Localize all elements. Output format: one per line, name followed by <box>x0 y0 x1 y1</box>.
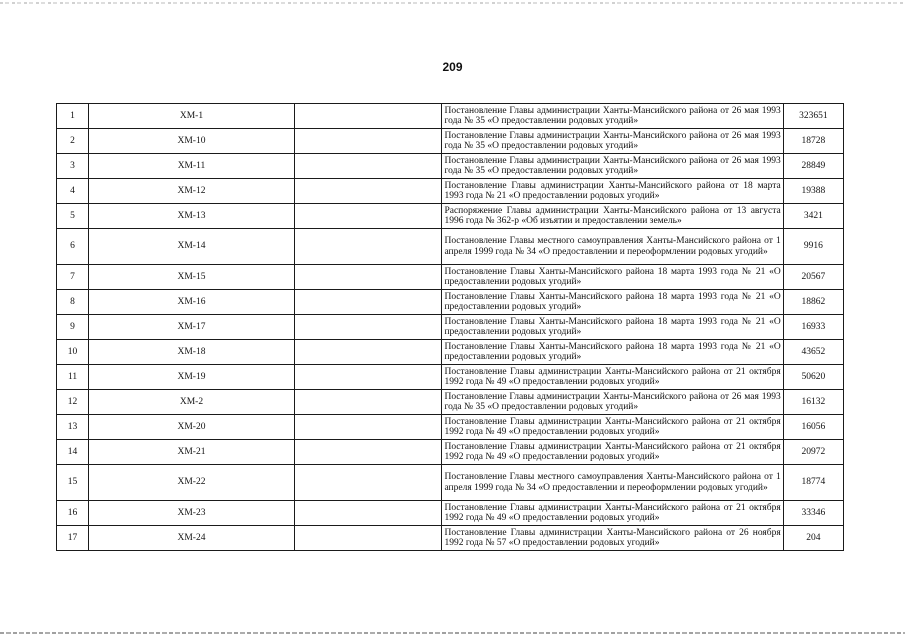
row-number-cell: 16 <box>57 501 89 526</box>
empty-cell <box>294 501 442 526</box>
territory-code-cell: ХМ-21 <box>89 440 295 465</box>
table-row <box>57 415 844 440</box>
land-registry-table <box>56 103 844 551</box>
territory-code-cell: ХМ-23 <box>89 501 295 526</box>
legal-document-cell: Постановление Главы Ханты-Мансийского района 18 марта 1993 года № 21 «О предоставлении родовых угодий» <box>442 340 783 365</box>
table-body <box>57 104 844 551</box>
row-number-cell: 1 <box>57 104 89 129</box>
table-row <box>57 265 844 290</box>
territory-code-cell: ХМ-10 <box>89 129 295 154</box>
row-number-cell: 5 <box>57 204 89 229</box>
table-row <box>57 290 844 315</box>
empty-cell <box>294 365 442 390</box>
row-number-cell: 14 <box>57 440 89 465</box>
table-row <box>57 340 844 365</box>
legal-document-cell: Постановление Главы администрации Ханты-Мансийского района от 26 мая 1993 года № 35 «О предоставлении родовых угодий» <box>442 104 783 129</box>
table-row <box>57 315 844 340</box>
table-row <box>57 465 844 501</box>
legal-document-cell: Постановление Главы администрации Ханты-Мансийского района от 26 мая 1993 года № 35 «О предоставлении родовых угодий» <box>442 129 783 154</box>
territory-code-cell: ХМ-24 <box>89 526 295 551</box>
row-number-cell: 7 <box>57 265 89 290</box>
area-cell: 50620 <box>783 365 843 390</box>
empty-cell <box>294 290 442 315</box>
row-number-cell: 11 <box>57 365 89 390</box>
area-cell: 3421 <box>783 204 843 229</box>
territory-code-cell: ХМ-15 <box>89 265 295 290</box>
empty-cell <box>294 265 442 290</box>
table-row <box>57 129 844 154</box>
row-number-cell: 15 <box>57 465 89 501</box>
page-number: 209 <box>442 60 463 74</box>
territory-code-cell: ХМ-14 <box>89 229 295 265</box>
legal-document-cell: Постановление Главы администрации Ханты-Мансийского района от 21 октября 1992 года № 49 «О предоставлении родовых угодий» <box>442 440 783 465</box>
empty-cell <box>294 154 442 179</box>
area-cell: 33346 <box>783 501 843 526</box>
legal-document-cell: Постановление Главы администрации Ханты-Мансийского района от 26 мая 1993 года № 35 «О предоставлении родовых угодий» <box>442 154 783 179</box>
legal-document-cell: Постановление Главы администрации Ханты-Мансийского района от 26 мая 1993 года № 35 «О предоставлении родовых угодий» <box>442 390 783 415</box>
area-cell: 16933 <box>783 315 843 340</box>
row-number-cell: 2 <box>57 129 89 154</box>
territory-code-cell: ХМ-11 <box>89 154 295 179</box>
area-cell: 204 <box>783 526 843 551</box>
legal-document-cell: Постановление Главы Ханты-Мансийского района 18 марта 1993 года № 21 «О предоставлении родовых угодий» <box>442 265 783 290</box>
legal-document-cell: Постановление Главы администрации Ханты-Мансийского района от 21 октября 1992 года № 49 «О предоставлении родовых угодий» <box>442 415 783 440</box>
legal-document-cell: Постановление Главы местного самоуправления Ханты-Мансийского района от 1 апреля 1999 года № 34 «О предоставлении и переоформлении родовых угодий» <box>442 465 783 501</box>
scan-edge-bottom <box>0 632 905 634</box>
territory-code-cell: ХМ-12 <box>89 179 295 204</box>
legal-document-cell: Распоряжение Главы администрации Ханты-Мансийского района от 13 августа 1996 года № 362-р «Об изъятии и предоставлении земель» <box>442 204 783 229</box>
row-number-cell: 9 <box>57 315 89 340</box>
area-cell: 18728 <box>783 129 843 154</box>
empty-cell <box>294 465 442 501</box>
row-number-cell: 13 <box>57 415 89 440</box>
empty-cell <box>294 440 442 465</box>
territory-code-cell: ХМ-20 <box>89 415 295 440</box>
row-number-cell: 4 <box>57 179 89 204</box>
table-row <box>57 440 844 465</box>
legal-document-cell: Постановление Главы Ханты-Мансийского района 18 марта 1993 года № 21 «О предоставлении родовых угодий» <box>442 290 783 315</box>
territory-code-cell: ХМ-2 <box>89 390 295 415</box>
area-cell: 18862 <box>783 290 843 315</box>
empty-cell <box>294 315 442 340</box>
table-row <box>57 154 844 179</box>
area-cell: 20972 <box>783 440 843 465</box>
table-row <box>57 526 844 551</box>
legal-document-cell: Постановление Главы Ханты-Мансийского района 18 марта 1993 года № 21 «О предоставлении родовых угодий» <box>442 315 783 340</box>
row-number-cell: 8 <box>57 290 89 315</box>
territory-code-cell: ХМ-13 <box>89 204 295 229</box>
area-cell: 20567 <box>783 265 843 290</box>
row-number-cell: 10 <box>57 340 89 365</box>
legal-document-cell: Постановление Главы местного самоуправления Ханты-Мансийского района от 1 апреля 1999 года № 34 «О предоставлении и переоформлении родовых угодий» <box>442 229 783 265</box>
table-row <box>57 365 844 390</box>
area-cell: 18774 <box>783 465 843 501</box>
empty-cell <box>294 390 442 415</box>
table-row <box>57 204 844 229</box>
territory-code-cell: ХМ-1 <box>89 104 295 129</box>
table-row <box>57 390 844 415</box>
area-cell: 9916 <box>783 229 843 265</box>
territory-code-cell: ХМ-18 <box>89 340 295 365</box>
territory-code-cell: ХМ-17 <box>89 315 295 340</box>
row-number-cell: 17 <box>57 526 89 551</box>
territory-code-cell: ХМ-22 <box>89 465 295 501</box>
table-row <box>57 501 844 526</box>
empty-cell <box>294 340 442 365</box>
row-number-cell: 12 <box>57 390 89 415</box>
territory-code-cell: ХМ-16 <box>89 290 295 315</box>
empty-cell <box>294 204 442 229</box>
area-cell: 28849 <box>783 154 843 179</box>
row-number-cell: 6 <box>57 229 89 265</box>
legal-document-cell: Постановление Главы администрации Ханты-Мансийского района от 21 октября 1992 года № 49 «О предоставлении родовых угодий» <box>442 365 783 390</box>
table-row <box>57 104 844 129</box>
area-cell: 16056 <box>783 415 843 440</box>
legal-document-cell: Постановление Главы администрации Ханты-Мансийского района от 26 ноября 1992 года № 57 «О предоставлении родовых угодий» <box>442 526 783 551</box>
empty-cell <box>294 104 442 129</box>
legal-document-cell: Постановление Главы администрации Ханты-Мансийского района от 21 октября 1992 года № 49 «О предоставлении родовых угодий» <box>442 501 783 526</box>
empty-cell <box>294 415 442 440</box>
area-cell: 16132 <box>783 390 843 415</box>
table-row <box>57 229 844 265</box>
area-cell: 43652 <box>783 340 843 365</box>
row-number-cell: 3 <box>57 154 89 179</box>
table-row <box>57 179 844 204</box>
area-cell: 19388 <box>783 179 843 204</box>
empty-cell <box>294 229 442 265</box>
empty-cell <box>294 179 442 204</box>
legal-document-cell: Постановление Главы администрации Ханты-Мансийского района от 18 марта 1993 года № 21 «О предоставлении родовых угодий» <box>442 179 783 204</box>
territory-code-cell: ХМ-19 <box>89 365 295 390</box>
scan-edge-top <box>0 2 905 4</box>
area-cell: 323651 <box>783 104 843 129</box>
empty-cell <box>294 129 442 154</box>
empty-cell <box>294 526 442 551</box>
